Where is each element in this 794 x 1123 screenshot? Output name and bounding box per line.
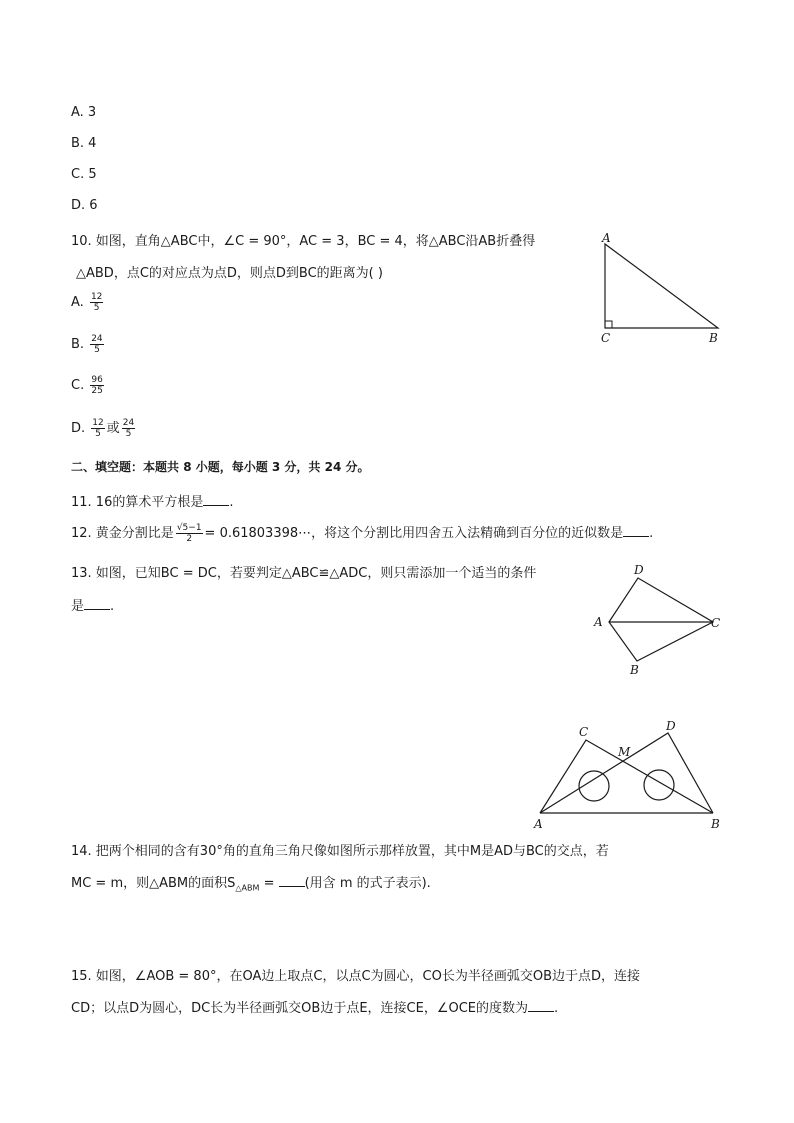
q13-label-d: D xyxy=(634,563,644,577)
q10-triangle-figure xyxy=(595,228,730,348)
q13-answer-blank[interactable] xyxy=(84,597,110,610)
q11-answer-blank[interactable] xyxy=(203,493,229,506)
q15-stem-line2: CD；以点D为圆心，DC长为半径画弧交OB边于点E，连接CE，∠OCE的度数为 . xyxy=(71,1001,559,1016)
q13-label-a: A xyxy=(594,615,603,629)
q9-option-a: A. 3 xyxy=(71,105,97,120)
q9-option-d: D. 6 xyxy=(71,198,98,213)
q14-answer-blank[interactable] xyxy=(279,874,305,887)
q10-label-c: C xyxy=(601,331,611,345)
q10-option-b: B. $\frac{24}{5}$ xyxy=(71,334,103,355)
q14-set-squares-figure xyxy=(530,715,730,835)
q13-label-b: B xyxy=(630,663,639,677)
q10-stem-line1: 10. 如图，直角△ABC中，∠C = 90°，AC = 3，BC = 4，将△ABC沿AB折叠得 xyxy=(71,234,536,249)
q13-kite-figure xyxy=(590,560,725,680)
q14-label-d: D xyxy=(666,719,676,733)
q10-option-c: C. $\frac{96}{25}$ xyxy=(71,375,103,396)
q13-stem-line1: 13. 如图，已知BC = DC，若要判定△ABC≌△ADC，则只需添加一个适当的条件 xyxy=(71,566,537,581)
q9-option-c: C. 5 xyxy=(71,167,97,182)
q13-stem-line2: 是 . xyxy=(71,599,115,614)
q9-option-b: B. 4 xyxy=(71,136,97,151)
q14-label-c: C xyxy=(579,725,589,739)
q10-option-d: D. $\frac{12}{5}$ 或 $\frac{24}{5}$ xyxy=(71,418,135,439)
q14-label-a: A xyxy=(534,817,543,831)
q10-label-b: B xyxy=(709,331,718,345)
q14-label-b: B xyxy=(711,817,720,831)
q10-label-a: A xyxy=(602,231,611,245)
q10-stem-line2: △ABD，点C的对应点为点D，则点D到BC的距离为( ) xyxy=(76,266,383,281)
q12-stem: 12. 黄金分割比是 $\frac{√5-1}{2}$ = 0.61803398⋯，将这个分割比用四舍五入法精确到百分位的近似数是 . xyxy=(71,523,654,544)
q10-option-a: A. $\frac{12}{5}$ xyxy=(71,292,103,313)
q11-stem: 11. 16的算术平方根是 . xyxy=(71,495,234,510)
q13-label-c: C xyxy=(711,616,721,630)
q15-stem-line1: 15. 如图，∠AOB = 80°，在OA边上取点C，以点C为圆心，CO长为半径画弧交OB边于点D，连接 xyxy=(71,969,640,984)
q15-answer-blank[interactable] xyxy=(528,999,554,1012)
q12-answer-blank[interactable] xyxy=(623,524,649,537)
q14-stem-line2: MC = m，则△ABM的面积$S_{\triangle ABM}$ = (用含 m 的式子表示). xyxy=(71,876,431,893)
q14-stem-line1: 14. 把两个相同的含有30°角的直角三角尺像如图所示那样放置，其中M是AD与BC的交点，若 xyxy=(71,844,609,859)
section-2-heading: 二、填空题：本题共 8 小题，每小题 3 分，共 24 分。 xyxy=(71,460,370,474)
q14-label-m: M xyxy=(618,745,631,759)
